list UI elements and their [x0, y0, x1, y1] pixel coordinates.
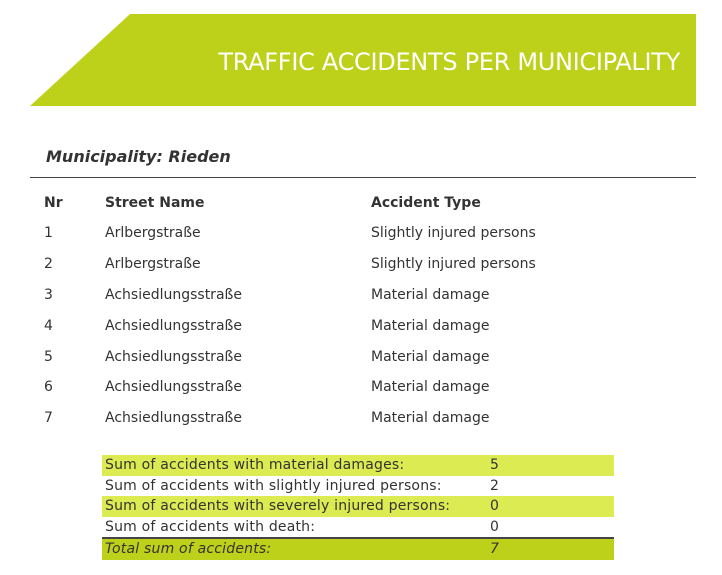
table-row	[30, 372, 671, 403]
column-header-nr: Nr	[44, 195, 63, 211]
cell-street: Achsiedlungsstraße	[105, 379, 242, 396]
cell-street: Arlbergstraße	[105, 225, 201, 242]
cell-street: Arlbergstraße	[105, 256, 201, 273]
cell-nr: 2	[44, 256, 53, 273]
cell-nr: 5	[44, 348, 53, 365]
column-header-accident-type: Accident Type	[371, 195, 481, 211]
summary-table	[102, 455, 614, 560]
total-value: 7	[487, 538, 614, 560]
summary-label: Sum of accidents with death:	[105, 518, 316, 535]
page-title: TRAFFIC ACCIDENTS PER MUNICIPALITY	[218, 48, 680, 76]
total-label: Total sum of accidents:	[102, 538, 487, 560]
table-row	[30, 341, 671, 372]
cell-nr: 1	[44, 225, 53, 242]
cell-type: Material damage	[371, 410, 490, 427]
cell-type: Material damage	[371, 379, 490, 396]
summary-row-total	[102, 538, 614, 560]
summary-label: Sum of accidents with slightly injured persons:	[105, 477, 442, 494]
table-row	[30, 310, 671, 341]
summary-row-death	[102, 517, 614, 539]
summary-row-material-damage	[102, 455, 614, 476]
cell-type: Material damage	[371, 317, 490, 334]
accidents-table	[30, 188, 671, 434]
summary-value: 0	[490, 518, 500, 535]
summary-row-severely-injured	[102, 496, 614, 517]
header-banner	[30, 14, 696, 106]
cell-type: Material damage	[371, 348, 490, 365]
summary-label: Sum of accidents with severely injured persons:	[102, 496, 487, 517]
cell-type: Slightly injured persons	[371, 225, 536, 242]
municipality-heading: Municipality: Rieden	[46, 147, 231, 166]
cell-nr: 3	[44, 286, 53, 303]
cell-street: Achsiedlungsstraße	[105, 286, 242, 303]
cell-nr: 4	[44, 317, 53, 334]
table-row	[30, 249, 671, 280]
summary-value: 5	[487, 455, 614, 476]
summary-row-slightly-injured	[102, 476, 614, 497]
summary-value: 0	[487, 496, 614, 517]
cell-nr: 6	[44, 379, 53, 396]
summary-label: Sum of accidents with material damages:	[102, 455, 487, 476]
column-header-street-name: Street Name	[105, 195, 205, 211]
table-row	[30, 403, 671, 434]
table-row	[30, 280, 671, 311]
cell-street: Achsiedlungsstraße	[105, 317, 242, 334]
divider	[30, 177, 696, 178]
summary-value: 2	[490, 477, 500, 494]
cell-nr: 7	[44, 410, 53, 427]
cell-street: Achsiedlungsstraße	[105, 348, 242, 365]
table-header-row	[30, 188, 671, 218]
cell-type: Slightly injured persons	[371, 256, 536, 273]
table-row	[30, 218, 671, 249]
cell-street: Achsiedlungsstraße	[105, 410, 242, 427]
cell-type: Material damage	[371, 286, 490, 303]
